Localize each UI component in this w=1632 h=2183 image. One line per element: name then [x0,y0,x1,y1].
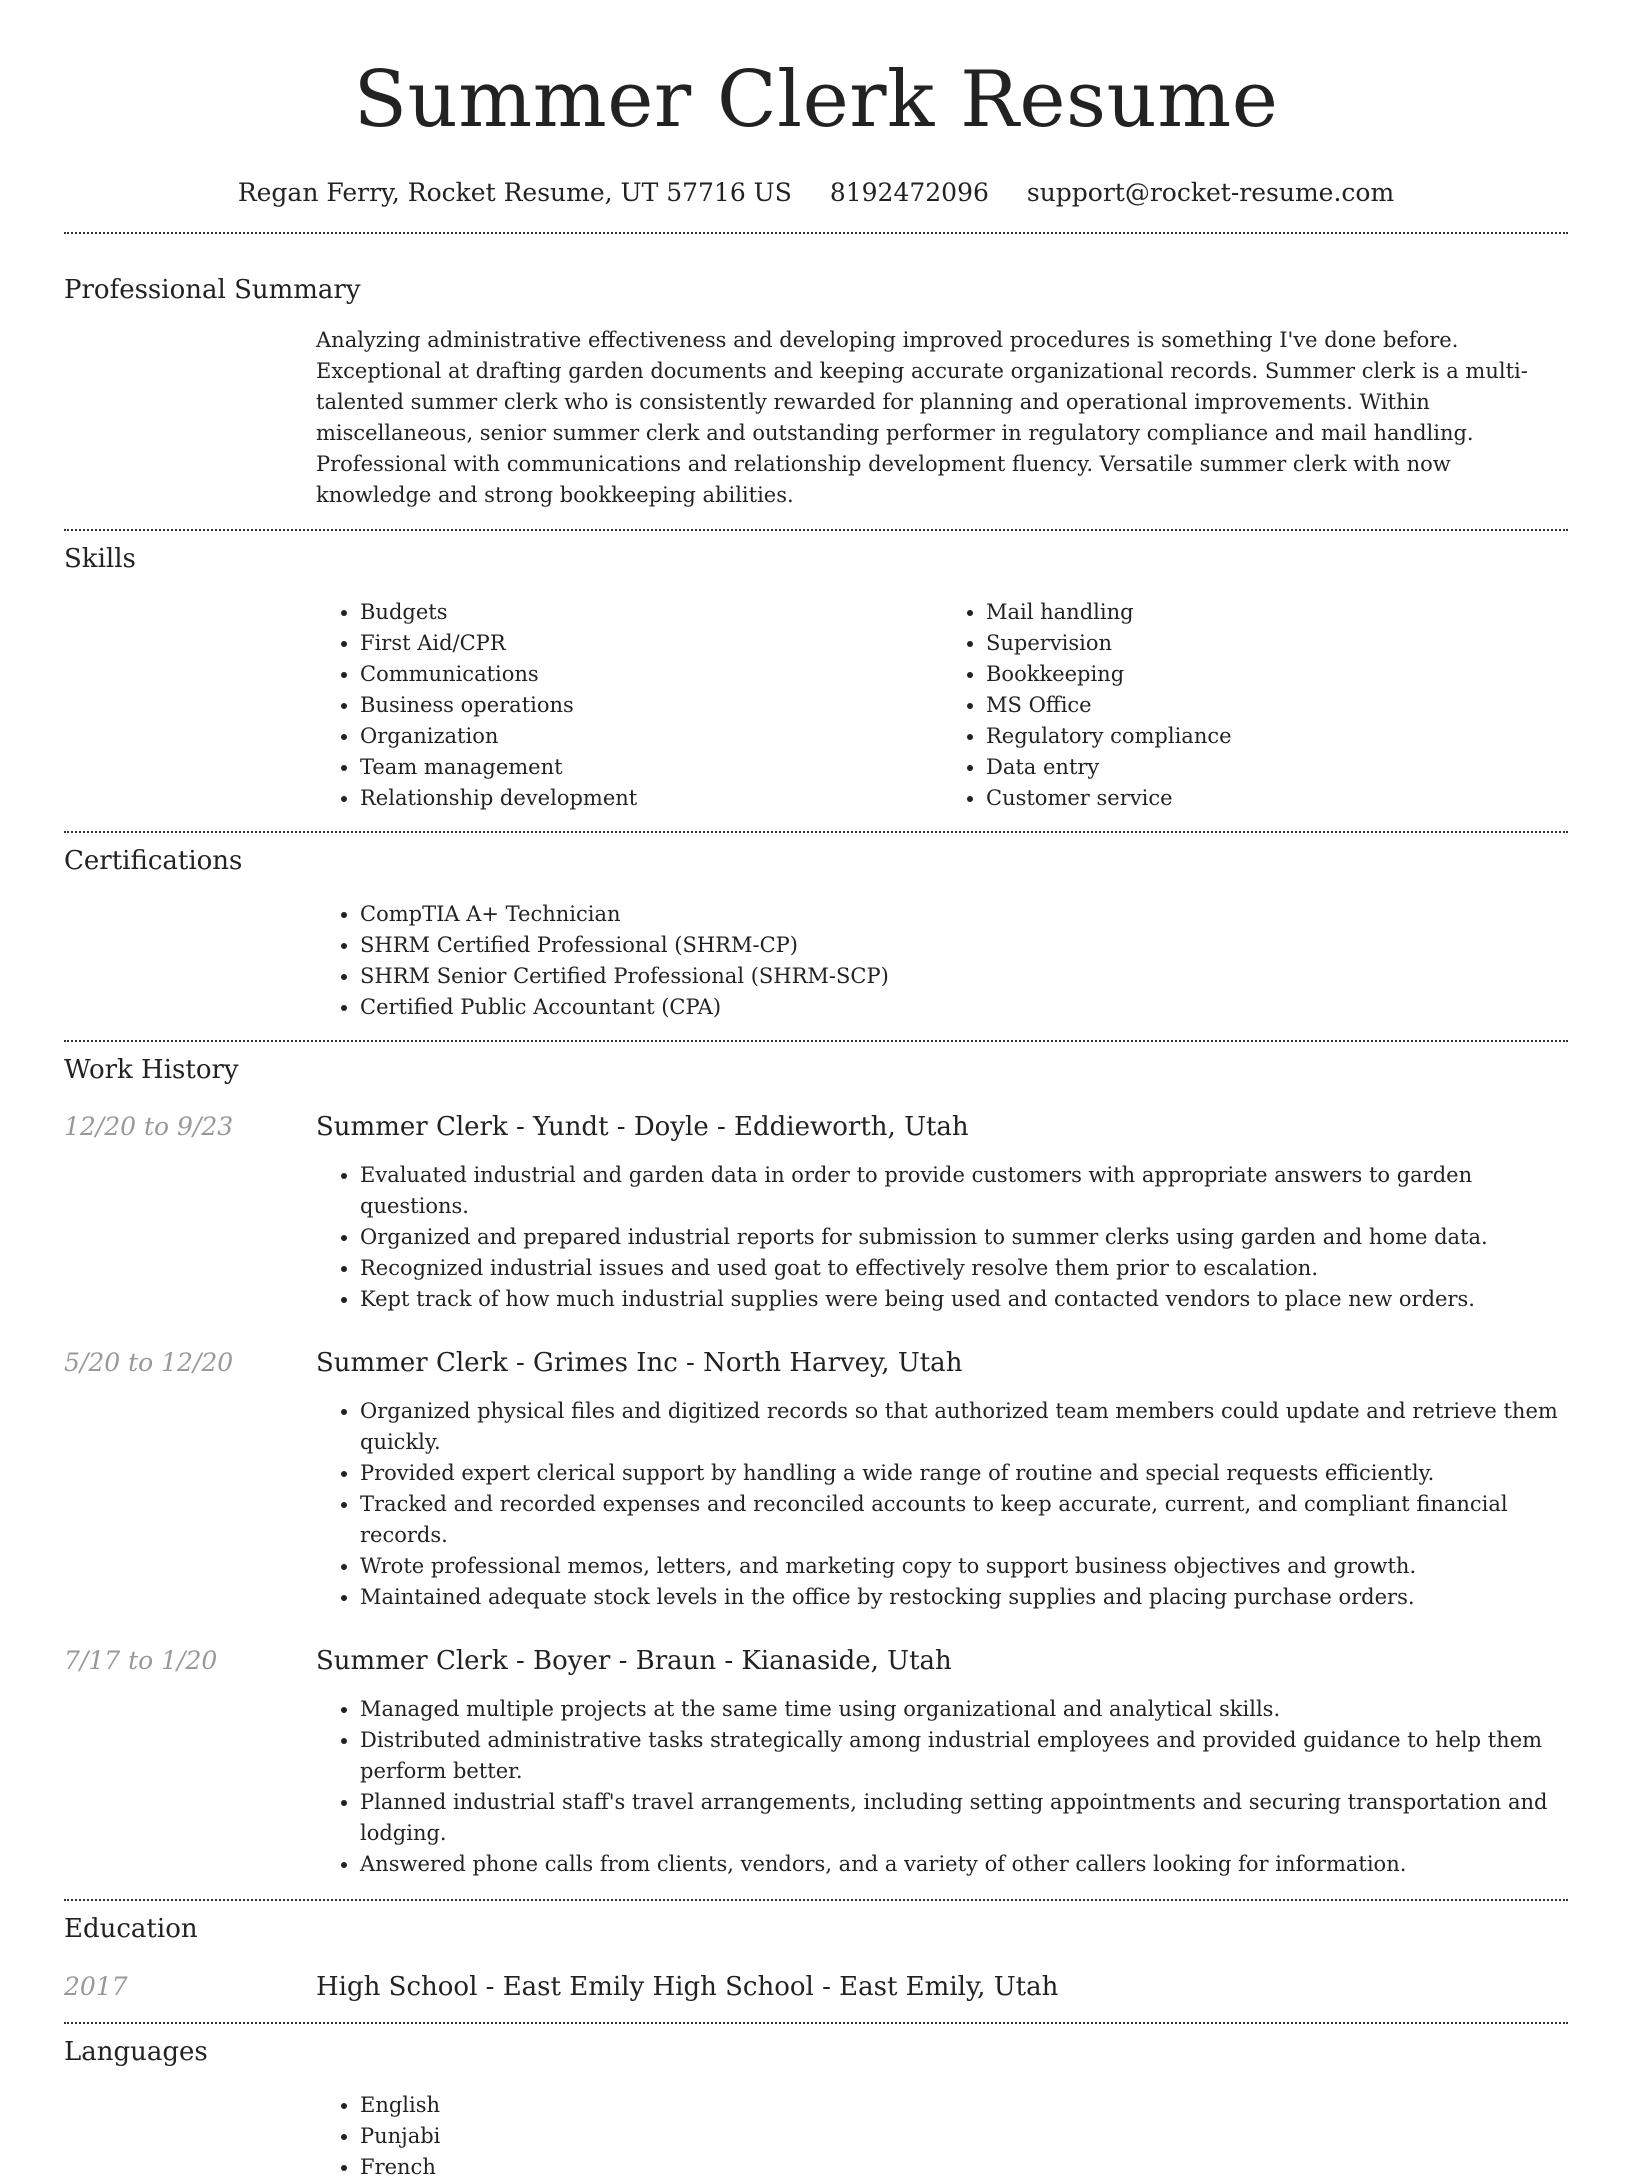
list-item: • Organization [360,721,942,752]
list-item: • Managed multiple projects at the same time using organizational and analytical skills. [360,1694,1568,1725]
section-title-certifications: Certifications [64,846,243,876]
divider-education [64,2022,1568,2024]
divider-certifications [64,1040,1568,1042]
list-item: • Planned industrial staff's travel arrangements, including setting appointments and securing transportation and lodging. [360,1787,1568,1849]
certifications-list [316,899,1568,1023]
contact-email: support@rocket-resume.com [1026,178,1395,207]
languages-list [316,2090,1568,2183]
section-title-summary: Professional Summary [64,275,361,305]
job-bullets [316,1694,1568,1880]
list-item: • Bookkeeping [986,659,1568,690]
list-item: • Regulatory compliance [986,721,1568,752]
section-title-skills: Skills [64,544,136,574]
list-item: • Communications [360,659,942,690]
divider-work-history [64,1899,1568,1901]
resume-title: Summer Clerk Resume [353,55,1279,145]
job-bullets [316,1160,1568,1315]
summary-text: Analyzing administrative effectiveness and developing improved procedures is something I've done before. Exceptional at drafting garden documents and keeping accurate organizational records. Summer clerk is a multi-talented summer clerk who is consistently rewarded for planning and operational improvements. Within miscellaneous, senior summer clerk and outstanding performer in regulatory compliance and mail handling. Professional with communications and relationship development fluency. Versatile summer clerk with now knowledge and strong bookkeeping abilities. [316,328,1528,507]
skills-column-right [942,597,1568,814]
list-item: • French [360,2152,1568,2183]
list-item: • Provided expert clerical support by handling a wide range of routine and special requests efficiently. [360,1458,1568,1489]
list-item: • Recognized industrial issues and used goat to effectively resolve them prior to escalation. [360,1253,1568,1284]
divider-summary [64,529,1568,531]
list-item: • Organized physical files and digitized records so that authorized team members could update and retrieve them quickly. [360,1396,1568,1458]
list-item: • Evaluated industrial and garden data in order to provide customers with appropriate answers to garden questions. [360,1160,1568,1222]
list-item: • Tracked and recorded expenses and reconciled accounts to keep accurate, current, and compliant financial records. [360,1489,1568,1551]
list-item: • Data entry [986,752,1568,783]
job-dates: 7/17 to 1/20 [64,1646,218,1675]
list-item: • SHRM Senior Certified Professional (SHRM-SCP) [360,961,1568,992]
contact-phone: 8192472096 [829,178,989,207]
section-title-work-history: Work History [64,1055,239,1085]
job-dates: 5/20 to 12/20 [64,1348,234,1377]
list-item: • Kept track of how much industrial supplies were being used and contacted vendors to place new orders. [360,1284,1568,1315]
job-title: Summer Clerk - Yundt - Doyle - Eddieworth, Utah [316,1112,969,1142]
list-item: • Team management [360,752,942,783]
list-item: • Relationship development [360,783,942,814]
list-item: • Business operations [360,690,942,721]
list-item: • Distributed administrative tasks strategically among industrial employees and provided guidance to help them perform better. [360,1725,1568,1787]
list-item: • CompTIA A+ Technician [360,899,1568,930]
section-title-languages: Languages [64,2037,208,2067]
education-entry [64,1971,1568,2003]
list-item: • Supervision [986,628,1568,659]
list-item: • Organized and prepared industrial reports for submission to summer clerks using garden and home data. [360,1222,1568,1253]
list-item: • Mail handling [986,597,1568,628]
list-item: • Maintained adequate stock levels in the office by restocking supplies and placing purchase orders. [360,1582,1568,1613]
divider-skills [64,831,1568,833]
skills-column-left [316,597,942,814]
job-title: Summer Clerk - Grimes Inc - North Harvey, Utah [316,1348,963,1378]
list-item: • Punjabi [360,2121,1568,2152]
education-title: High School - East Emily High School - East Emily, Utah [316,1972,1059,2002]
divider-header [64,232,1568,234]
list-item: • SHRM Certified Professional (SHRM-CP) [360,930,1568,961]
job-entry [64,1347,1568,1613]
list-item: • Customer service [986,783,1568,814]
skills-list [316,597,1568,814]
list-item: • English [360,2090,1568,2121]
job-bullets [316,1396,1568,1613]
list-item: • MS Office [986,690,1568,721]
list-item: • Certified Public Accountant (CPA) [360,992,1568,1023]
job-entry [64,1111,1568,1315]
list-item: • First Aid/CPR [360,628,942,659]
job-title: Summer Clerk - Boyer - Braun - Kianaside, Utah [316,1646,952,1676]
education-year: 2017 [64,1972,128,2001]
job-dates: 12/20 to 9/23 [64,1112,234,1141]
list-item: • Budgets [360,597,942,628]
section-title-education: Education [64,1914,198,1944]
list-item: • Wrote professional memos, letters, and marketing copy to support business objectives and growth. [360,1551,1568,1582]
contact-line [64,178,1568,208]
list-item: • Answered phone calls from clients, vendors, and a variety of other callers looking for information. [360,1849,1568,1880]
contact-address: Regan Ferry, Rocket Resume, UT 57716 US [237,178,792,207]
job-entry [64,1645,1568,1880]
